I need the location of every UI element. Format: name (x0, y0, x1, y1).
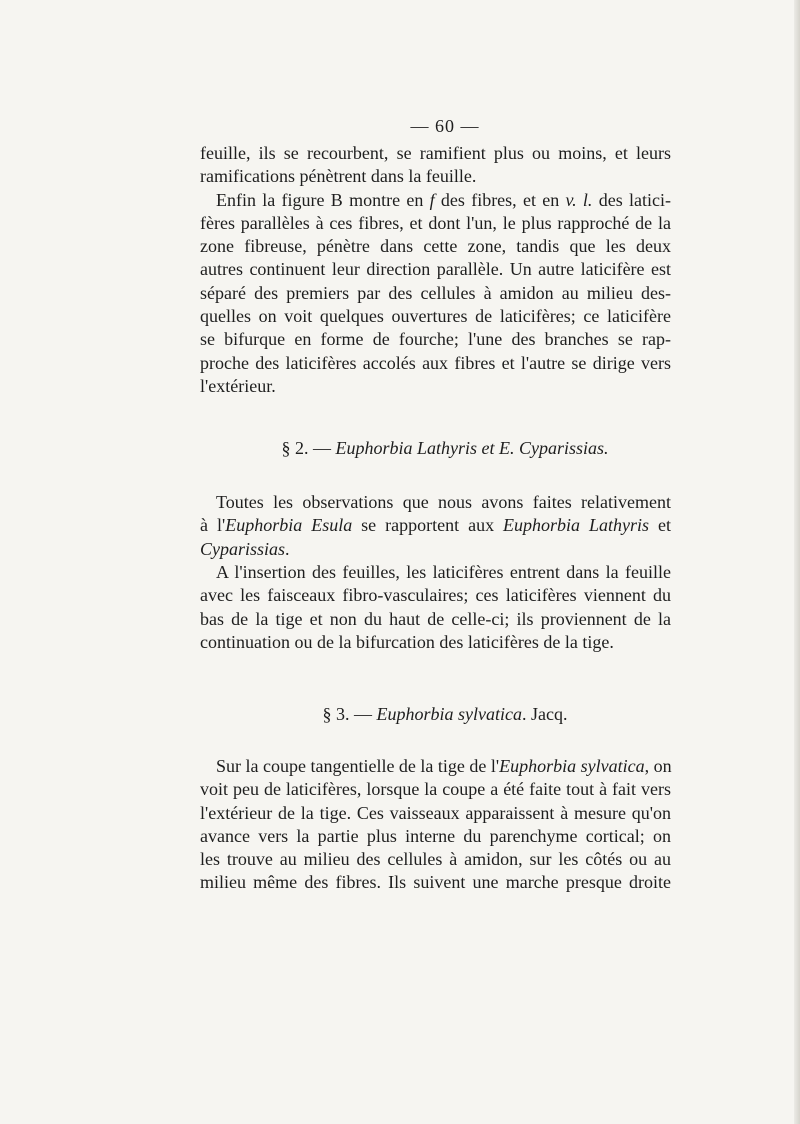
italic-term: Euphorbia Esula (225, 515, 353, 536)
paragraph-insertion (200, 561, 671, 654)
italic-term: f (429, 189, 435, 210)
page-number: — 60 — (410, 116, 480, 136)
paragraph-sylvatica (200, 755, 671, 895)
text-line: autres continuent leur direction parallèle. Un autre laticifère est (200, 259, 671, 280)
paragraph-figure-b (200, 189, 671, 399)
text-line: quelles on voit quelques ouvertures de laticifères; ce laticifère (200, 306, 671, 327)
text-line: séparé des premiers par des cellules à amidon au milieu des- (200, 282, 671, 303)
text-line: feuille, ils se recourbent, se ramifient plus ou moins, et leurs (200, 143, 671, 163)
text-line: Toutes les observations que nous avons faites relativement (216, 492, 671, 512)
text-line: avance vers la partie plus interne du parenchyme cortical; on (200, 825, 671, 846)
section-heading-2: § 2. — Euphorbia Lathyris et E. Cyparissias. (281, 438, 609, 458)
text-line: à l'Euphorbia Esula se rapportent aux Euphorbia Lathyris et (200, 515, 672, 536)
text-line: l'extérieur. (200, 375, 276, 396)
italic-term: Euphorbia sylvatica (499, 756, 645, 776)
text-line: Enfin la figure B montre en f des fibres, et en v. l. des latici- (216, 189, 671, 210)
text-line: ramifications pénètrent dans la feuille. (200, 166, 477, 187)
text-line: l'extérieur de la tige. Ces vaisseaux apparaissent à mesure qu'on (200, 802, 671, 823)
text-line: bas de la tige et non du haut de celle-ci; ils proviennent de la (200, 608, 671, 629)
text-line: A l'insertion des feuilles, les laticifères entrent dans la feuille (216, 562, 671, 582)
paragraph-continuation (200, 142, 671, 189)
text-line: avec les faisceaux fibro-vasculaires; ces laticifères viennent du (200, 585, 671, 606)
page-edge (794, 0, 800, 1124)
text-line: les trouve au milieu des cellules à amidon, sur les côtés ou au (200, 849, 671, 870)
text-line: se bifurque en forme de fourche; l'une des branches se rap- (200, 329, 671, 350)
italic-term: v. l. (565, 189, 593, 210)
italic-term: Euphorbia Lathyris (503, 515, 650, 536)
section-heading-3: § 3. — Euphorbia sylvatica. Jacq. (322, 704, 568, 724)
paragraph-observations (200, 491, 671, 561)
text-line: Sur la coupe tangentielle de la tige de l'Euphorbia sylvatica, on (216, 756, 672, 776)
text-line: proche des laticifères accolés aux fibres et l'autre se dirige vers (200, 352, 671, 373)
text-line: milieu même des fibres. Ils suivent une marche presque droite (200, 872, 671, 893)
text-line: continuation ou de la bifurcation des laticifères de la tige. (200, 631, 614, 652)
text-line: voit peu de laticifères, lorsque la coupe a été faite tout à fait vers (200, 779, 671, 800)
text-line: zone fibreuse, pénètre dans cette zone, tandis que les deux (200, 236, 671, 257)
text-line: fères parallèles à ces fibres, et dont l'un, le plus rapproché de la (200, 212, 671, 233)
italic-term: Cyparissias (200, 538, 286, 559)
text-line: Cyparissias. (200, 538, 290, 559)
